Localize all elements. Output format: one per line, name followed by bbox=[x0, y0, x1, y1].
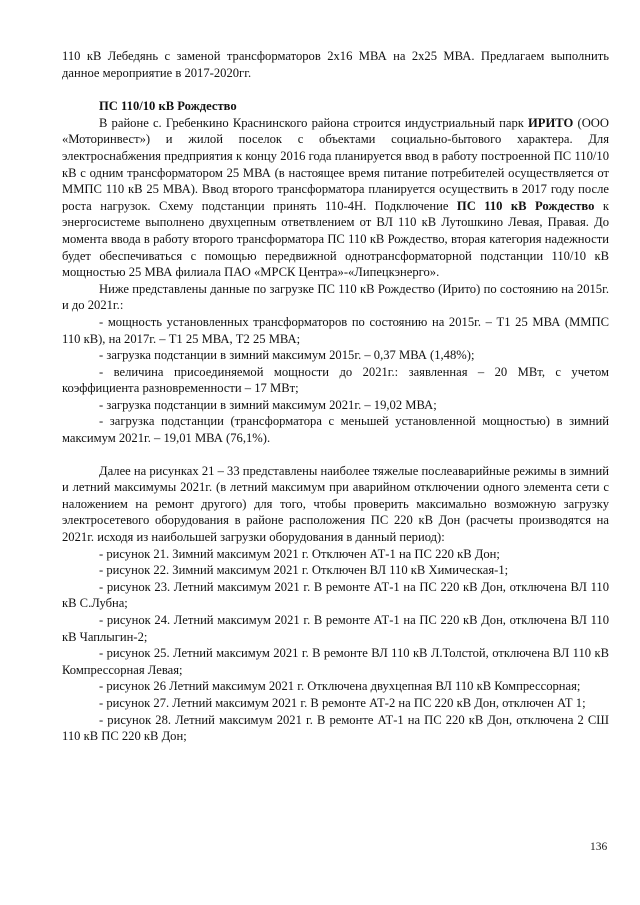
figure-list-item: - рисунок 28. Летний максимум 2021 г. В ремонте АТ-1 на ПС 220 кВ Дон, отключена 2 СШ 110 кВ ПС 220 кВ Дон; bbox=[62, 712, 609, 744]
figure-list-item: - рисунок 27. Летний максимум 2021 г. В ремонте АТ-2 на ПС 220 кВ Дон, отключен АТ 1; bbox=[99, 695, 586, 710]
paragraph-substation-description bbox=[62, 115, 609, 281]
figure-list-item: - рисунок 25. Летний максимум 2021 г. В ремонте ВЛ 110 кВ Л.Толстой, отключена ВЛ 110 кВ Компрессорная Левая; bbox=[62, 646, 609, 677]
bold-term-substation: ПС 110 кВ Рождество bbox=[456, 198, 595, 213]
section-heading: ПС 110/10 кВ Рождество bbox=[99, 99, 237, 114]
figure-list-item: - рисунок 26 Летний максимум 2021 г. Отключена двухцепная ВЛ 110 кВ Компрессорная; bbox=[99, 679, 581, 694]
bold-term-irito: ИРИТО bbox=[528, 115, 574, 130]
figure-list-item: - рисунок 22. Зимний максимум 2021 г. Отключен ВЛ 110 кВ Химическая-1; bbox=[99, 563, 509, 578]
paragraph-load-intro: Ниже представлены данные по загрузке ПС 110 кВ Рождество (Ирито) по состоянию на 2015г. и до 2021г.: bbox=[62, 281, 609, 313]
figure-list-item: - рисунок 24. Летний максимум 2021 г. В ремонте АТ-1 на ПС 220 кВ Дон, отключена ВЛ 110 кВ Чаплыгин-2; bbox=[62, 613, 609, 644]
list-item: - загрузка подстанции в зимний максимум 2015г. – 0,37 МВА (1,48%); bbox=[99, 348, 475, 363]
list-item: - загрузка подстанции (трансформатора с меньшей установленной мощностью) в зимний максимум 2021г. – 19,01 МВА (76,1%). bbox=[62, 414, 609, 446]
paragraph-figures-intro: Далее на рисунках 21 – 33 представлены наиболее тяжелые послеаварийные режимы в зимний и летний максимумы 2021г. (в летний максимум при аварийном отключении одного элемента сети с наложением на ремонт другого) для того, чтобы проверить максимально возможную загрузку электросетевого оборудования в районе расположения ПС 220 кВ Дон (расчеты производятся на 2021г. исходя из наибольшей загрузки оборудования в данный период): bbox=[62, 463, 609, 545]
figure-list-item: - рисунок 23. Летний максимум 2021 г. В ремонте АТ-1 на ПС 220 кВ Дон, отключена ВЛ 110 кВ С.Лубна; bbox=[62, 579, 609, 611]
text-segment: (ООО «Моторинвест») и жилой поселок с объектами социально-бытового характера. Для электроснабжения предприятия к концу 2016 года планируется ввод в работу построенной ПС 110/10 кВ с одним трансформатором 25 МВА (в настоящее время питание потребителей осуществляется от ММПС 110 кВ 25 МВА). Ввод второго трансформатора планируется осуществить в 2017 году после роста нагрузок. Схему подстанции принять 110-4Н. Подключение bbox=[62, 115, 609, 213]
list-item: - загрузка подстанции в зимний максимум 2021г. – 19,02 МВА; bbox=[99, 397, 437, 412]
figure-list-item: - рисунок 21. Зимний максимум 2021 г. Отключен АТ-1 на ПС 220 кВ Дон; bbox=[99, 546, 500, 561]
list-item: - величина присоединяемой мощности до 2021г.: заявленная – 20 МВт, с учетом коэффициента разновременности – 17 МВт; bbox=[62, 364, 609, 396]
text-segment: В районе с. Гребенкино Краснинского района строится индустриальный парк bbox=[99, 115, 529, 130]
paragraph-spacer bbox=[62, 447, 609, 463]
document-page bbox=[62, 48, 609, 745]
text-segment: к энергосистеме выполнено двухцепным ответвлением от ВЛ 110 кВ Лутошкино Левая, Правая. До момента ввода в работу второго трансформатора ПС 110 кВ Рождество, вторая категория надежности будет обеспечиваться с помощью передвижной однотрансформаторной подстанции 110/10 кВ мощностью 25 МВА филиала ПАО «МРСК Центра»-«Липецкэнерго». bbox=[62, 198, 609, 280]
page-number: 136 bbox=[590, 841, 608, 853]
list-item: - мощность установленных трансформаторов по состоянию на 2015г. – Т1 25 МВА (ММПС 110 кВ), на 2017г. – Т1 25 МВА, Т2 25 МВА; bbox=[62, 314, 609, 346]
paragraph-continuation: 110 кВ Лебедянь с заменой трансформаторов 2х16 МВА на 2х25 МВА. Предлагаем выполнить данное мероприятие в 2017-2020гг. bbox=[62, 49, 609, 80]
